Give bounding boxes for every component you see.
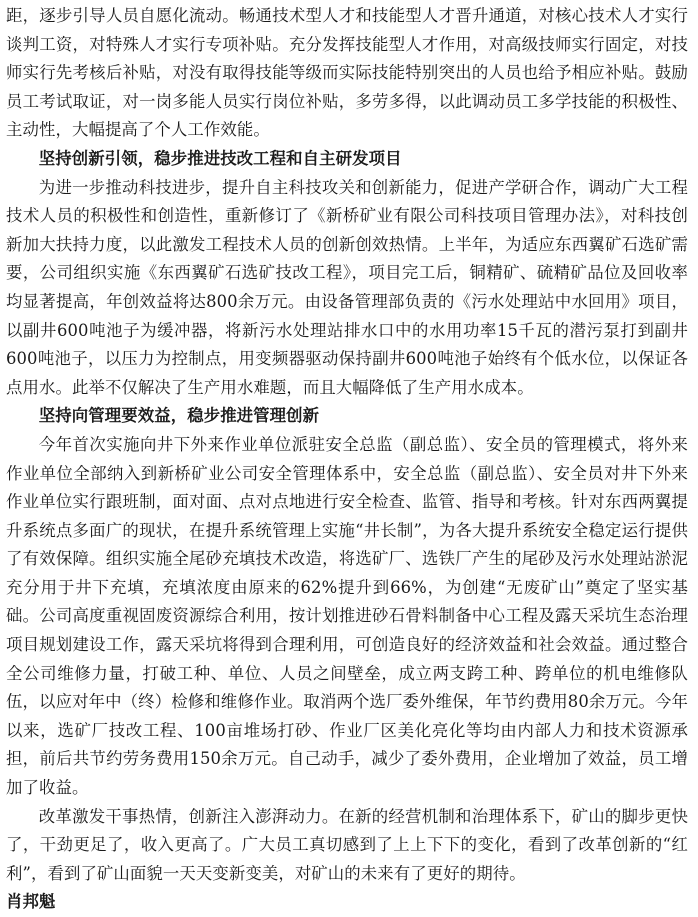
paragraph-innovation: 为进一步推动科技进步，提升自主科技攻关和创新能力，促进产学研合作，调动广大工程技术人员的积极性和创造性，重新修订了《新桥矿业有限公司科技项目管理办法》，对科技创新加大扶持力度，以此激发工程技术人员的创新创效热情。上半年，为适应东西翼矿石选矿需要，公司组织实施《东西翼矿石选矿技改工程》，项目完工后，铜精矿、硫精矿品位及回收率均显著提高，年创效益将达800余万元。由设备管理部负责的《污水处理站中水回用》项目，以副井600吨池子为缓冲器，将新污水处理站排水口中的水用功率15千瓦的潜污泵打到副井600吨池子，以压力为控制点，用变频器驱动保持副井600吨池子始终有个低水位，以保证各点用水。此举不仅解决了生产用水难题，而且大幅降低了生产用水成本。	[6, 177, 688, 397]
paragraph-closing: 改革激发干事热情，创新注入澎湃动力。在新的经营机制和治理体系下，矿山的脚步更快了，干劲更足了，收入更高了。广大员工真切感到了上上下下的变化，看到了改革创新的“红利”，看到了矿山面貌一天天变新变美，对矿山的未来有了更好的期待。	[6, 806, 688, 883]
section-heading-innovation: 坚持创新引领，稳步推进技改工程和自主研发项目	[38, 148, 402, 168]
paragraph-continued-opening: 距，逐步引导人员自愿化流动。畅通技术型人才和技能型人才晋升通道，对核心技术人才实行谈判工资，对特殊人才实行专项补贴。充分发挥技能型人才作用，对高级技师实行固定，对技师实行先考核后补贴，对没有取得技能等级而实际技能特别突出的人员也给予相应补贴。鼓励员工考试取证，对一岗多能人员实行岗位补贴，多劳多得，以此调动员工多学技能的积极性、主动性，大幅提高了个人工作效能。	[6, 6, 688, 140]
section-heading-management: 坚持向管理要效益，稳步推进管理创新	[38, 406, 320, 426]
author-signature: 肖邦魁	[6, 892, 56, 912]
paragraph-management: 今年首次实施向井下外来作业单位派驻安全总监（副总监）、安全员的管理模式，将外来作业单位全部纳入到新桥矿业公司安全管理体系中，安全总监（副总监）、安全员对井下外来作业单位实行跟班制，面对面、点对点地进行安全检查、监管、指导和考核。针对东西两翼提升系统点多面广的现状，在提升系统管理上实施“井长制”，为各大提升系统安全稳定运行提供了有效保障。组织实施全尾砂充填技术改造，将选矿厂、选铁厂产生的尾砂及污水处理站淤泥充分用于井下充填，充填浓度由原来的62%提升到66%，为创建“无废矿山”奠定了坚实基础。公司高度重视固废资源综合利用，按计划推进砂石骨料制备中心工程及露天采坑生态治理项目规划建设工作，露天采坑将得到合理利用，可创造良好的经济效益和社会效益。通过整合全公司维修力量，打破工种、单位、人员之间壁垒，成立两支跨工种、跨单位的机电维修队伍，以应对年中（终）检修和维修作业。取消两个选厂委外维保，年节约费用80余万元。今年以来，选矿厂技改工程、100亩堆场打砂、作业厂区美化亮化等均由内部人力和技术资源承担，前后共节约劳务费用150余万元。自己动手，减少了委外费用，企业增加了效益，员工增加了收益。	[6, 434, 688, 798]
